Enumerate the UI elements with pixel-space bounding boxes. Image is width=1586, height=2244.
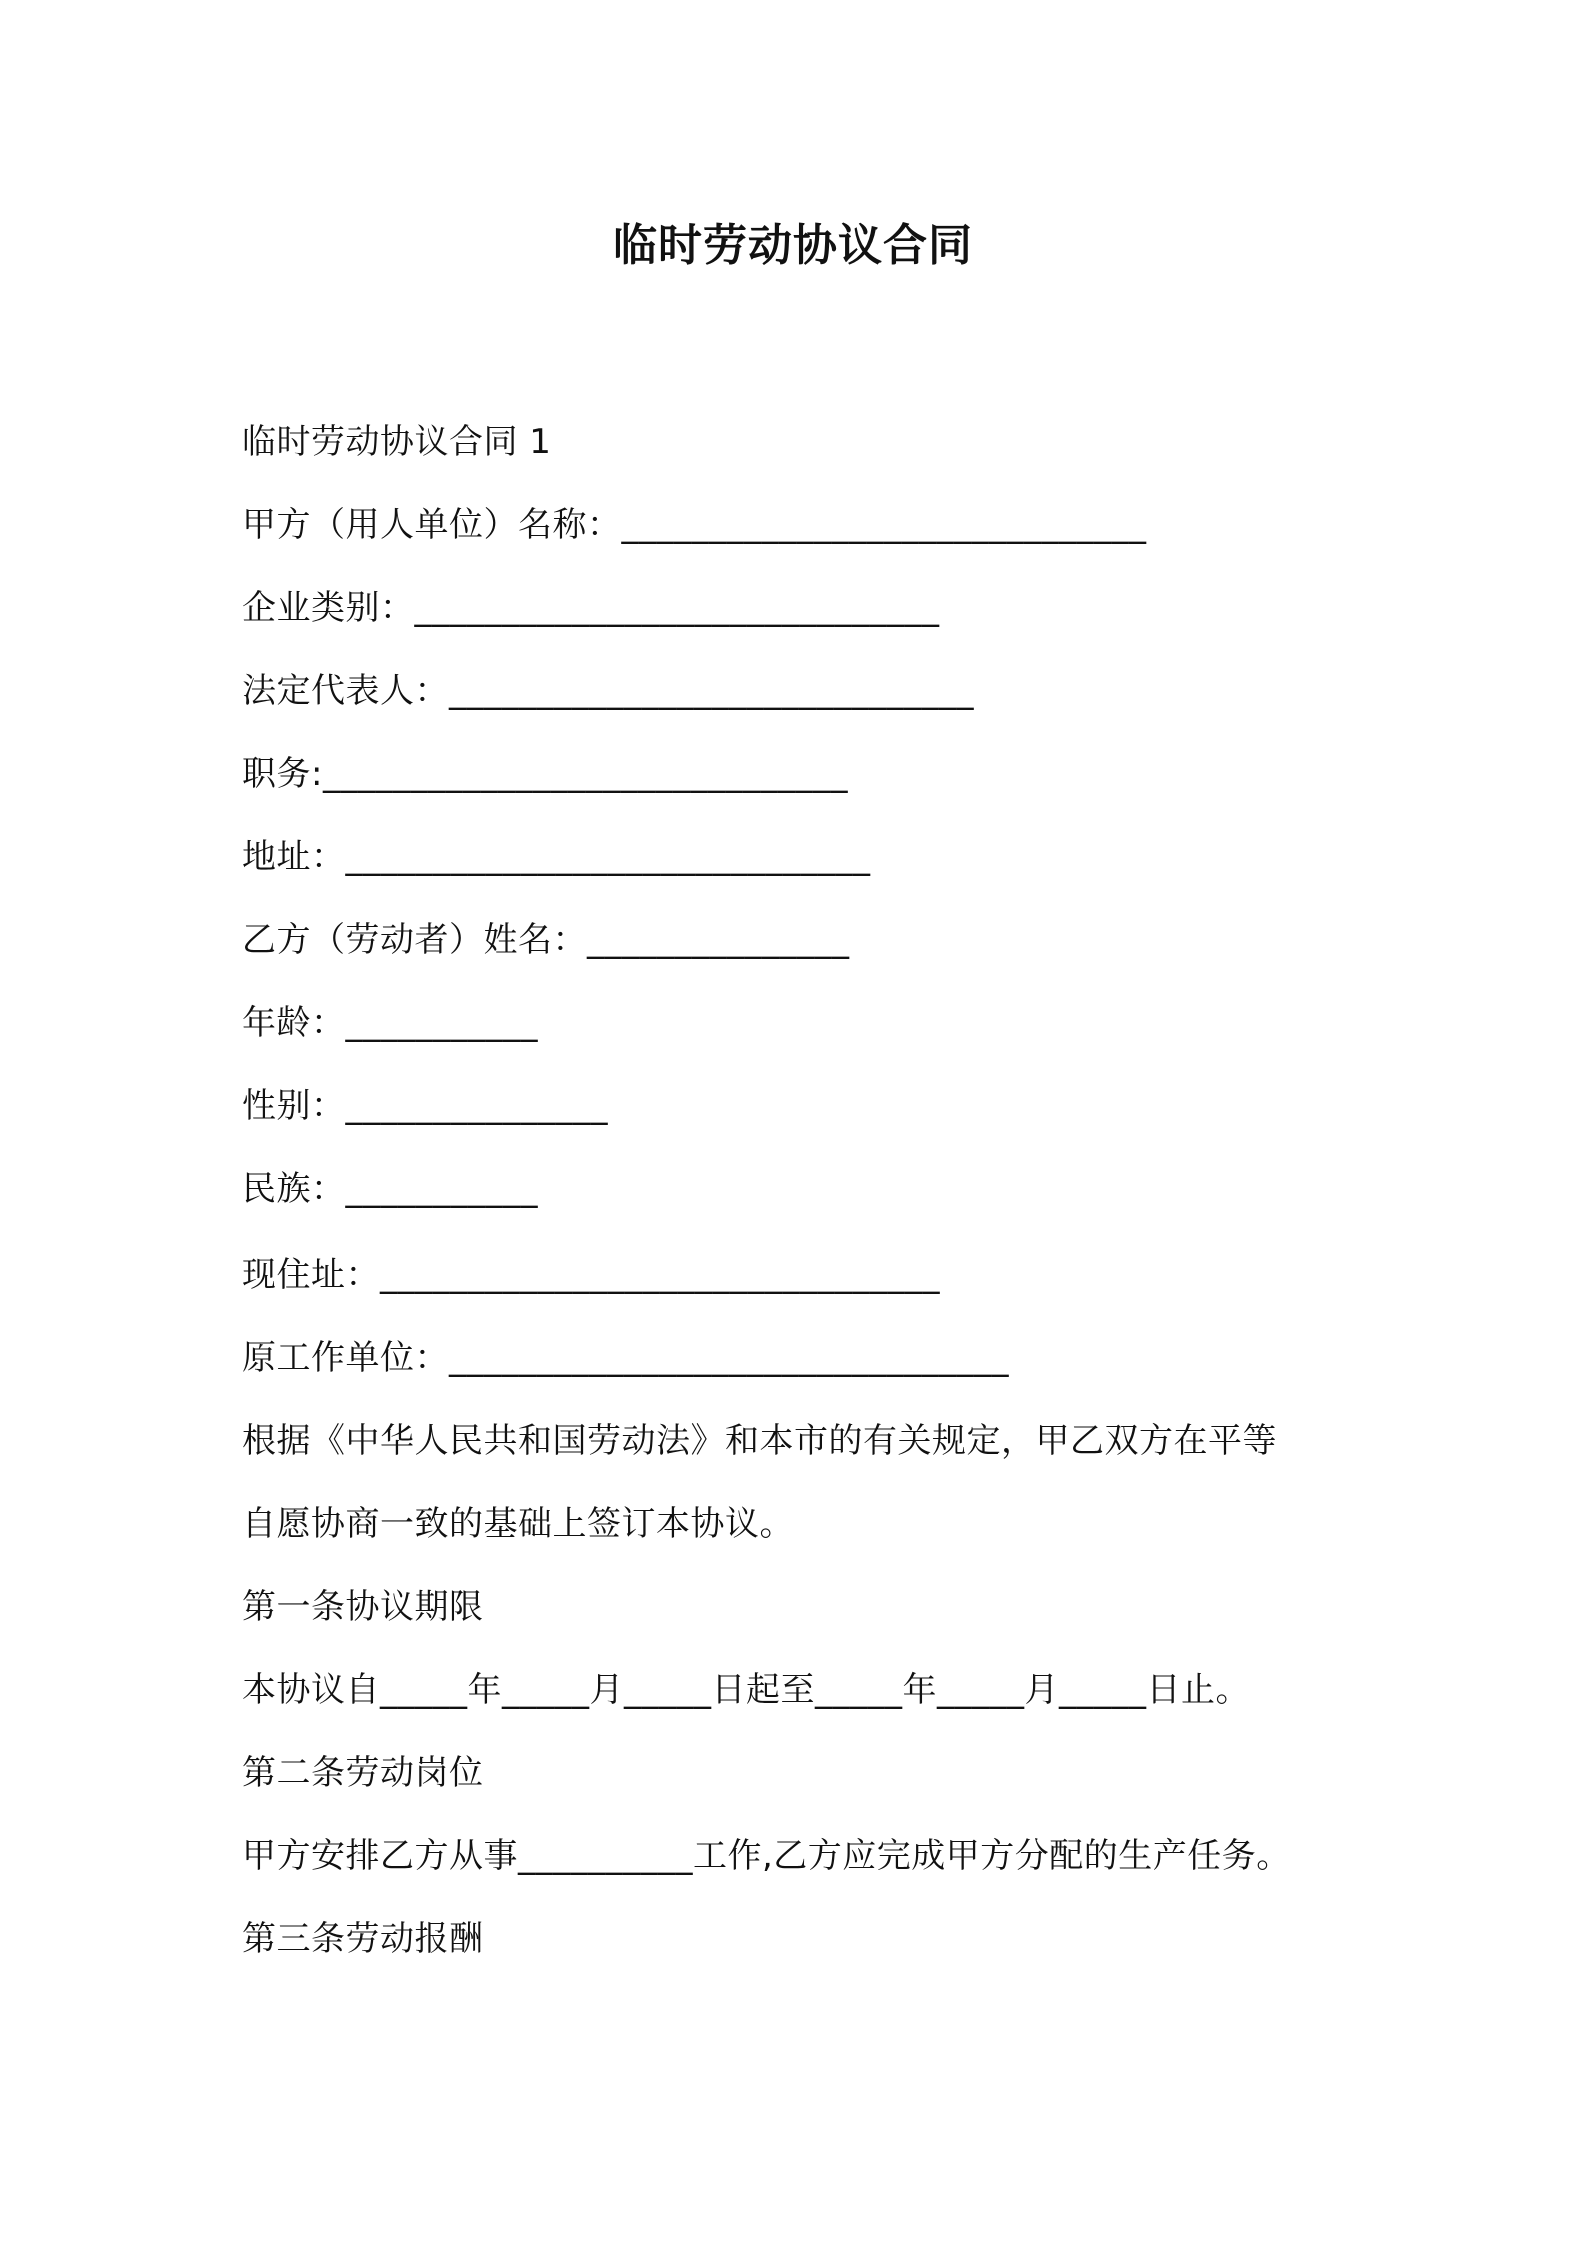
- former-employer-field: 原工作单位：________________________________: [242, 1338, 1009, 1378]
- employee-name-field: 乙方（劳动者）姓名：_______________: [242, 920, 850, 960]
- enterprise-type-field: 企业类别：______________________________: [242, 588, 940, 628]
- address-field: 地址：______________________________: [242, 837, 871, 877]
- preamble-line-2: 自愿协商一致的基础上签订本协议。: [242, 1504, 794, 1544]
- article-2-text: 甲方安排乙方从事__________工作,乙方应完成甲方分配的生产任务。: [242, 1836, 1291, 1876]
- position-field: 职务:______________________________: [242, 754, 848, 794]
- article-1-heading: 第一条协议期限: [242, 1587, 484, 1627]
- gender-field: 性别：_______________: [242, 1086, 608, 1126]
- legal-representative-field: 法定代表人：______________________________: [242, 671, 974, 711]
- ethnicity-field: 民族：___________: [242, 1169, 538, 1209]
- current-address-field: 现住址：________________________________: [242, 1255, 940, 1295]
- preamble-line-1: 根据《中华人民共和国劳动法》和本市的有关规定，甲乙双方在平等: [242, 1421, 1277, 1461]
- article-2-heading: 第二条劳动岗位: [242, 1753, 484, 1793]
- document-title: 临时劳动协议合同: [613, 220, 973, 271]
- article-3-heading: 第三条劳动报酬: [242, 1919, 484, 1959]
- age-field: 年龄：___________: [242, 1003, 538, 1043]
- section-heading: 临时劳动协议合同 1: [242, 422, 552, 462]
- article-1-text: 本协议自_____年_____月_____日起至_____年_____月_____日止。: [242, 1670, 1250, 1710]
- employer-name-field: 甲方（用人单位）名称：______________________________: [242, 505, 1147, 545]
